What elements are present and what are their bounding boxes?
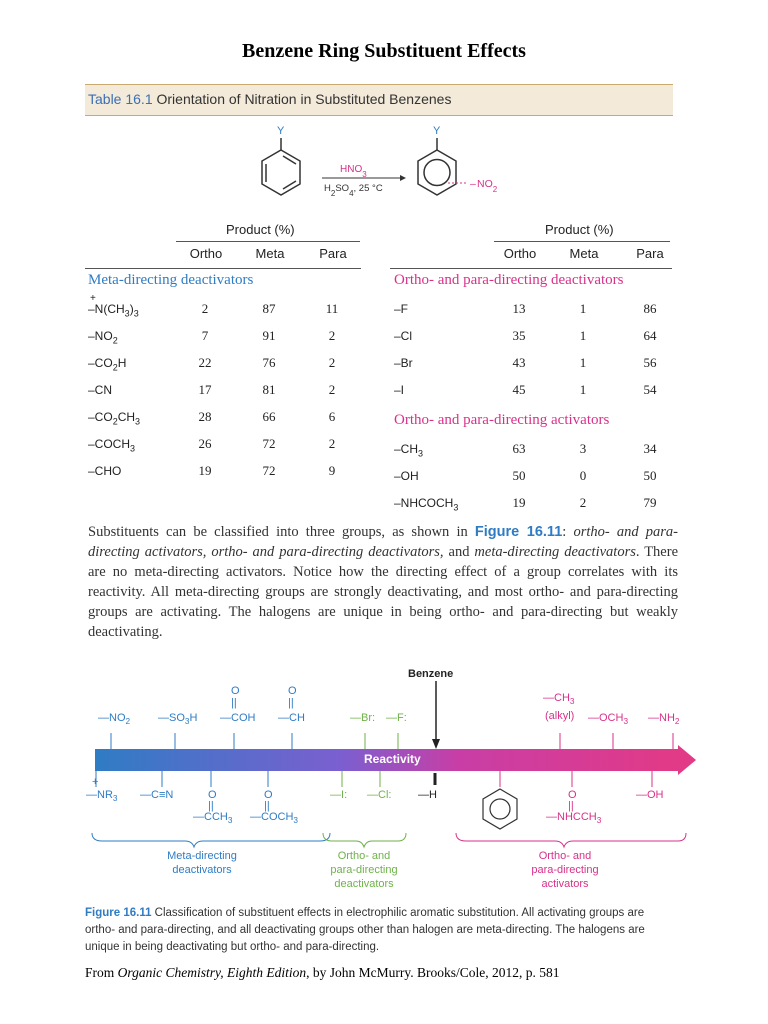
- left-column-header: Ortho: [189, 246, 223, 261]
- percent-ortho: 17: [198, 382, 212, 397]
- right-column-header: Ortho: [503, 246, 537, 261]
- percent-para: 50: [643, 468, 657, 483]
- percent-meta: 81: [262, 382, 276, 397]
- substituent-h: —H: [418, 789, 437, 801]
- percent-para: 2: [328, 436, 336, 451]
- figure-caption-label: Figure 16.11: [85, 907, 152, 919]
- percent-para: 54: [643, 382, 657, 397]
- table-title: [88, 91, 451, 107]
- percent-meta: 2: [579, 495, 587, 510]
- right-product-header: Product (%): [545, 222, 614, 237]
- meta-directing-deactivators-caption: Meta-directing deactivators: [167, 850, 237, 876]
- figure-caption: Figure 16.11 Classification of substituent effects in electrophilic aromatic substitution. All activating groups are ortho- and para-directing, and all deactivating groups other than halogen are meta-directing. The halogens are unique in being deactivating but ortho- and para-directing.: [85, 907, 645, 953]
- op-activators-caption: Ortho- and para-directing activators: [531, 850, 599, 890]
- benzene-label: Benzene: [408, 668, 454, 680]
- page-title: Benzene Ring Substituent Effects: [242, 40, 526, 62]
- toluene-ring: [483, 789, 517, 829]
- reagent-h2so4: $H_2SO_4$, 25 °C: [324, 183, 383, 198]
- left-product-header: Product (%): [226, 222, 295, 237]
- substituent-och3: $—OCH_3$: [588, 712, 629, 727]
- substituent-name: –Cl: [394, 329, 413, 343]
- right-column-header: Meta: [569, 246, 599, 261]
- percent-meta: 1: [579, 328, 587, 343]
- substituent-cho: —CH: [278, 712, 305, 724]
- substituent-cn: —C≡N: [140, 789, 174, 801]
- substituent-oh: —OH: [636, 789, 664, 801]
- substituent-cooh: —COH: [220, 712, 256, 724]
- substituent-name: $-NO_2$: [88, 329, 118, 346]
- percent-meta: 1: [579, 355, 587, 370]
- percent-para: 11: [325, 301, 339, 316]
- nitration-reaction-scheme: [0, 120, 768, 220]
- substituent-coch3-ketone: $—CCH_3$: [193, 811, 233, 826]
- substituent-nr3: $—NR_3$: [86, 789, 118, 804]
- substituent-so3h: $—SO_3H$: [158, 712, 198, 727]
- percent-meta: 87: [262, 301, 276, 316]
- percent-ortho: 19: [512, 495, 526, 510]
- percent-para: 79: [643, 495, 657, 510]
- substituent-no2: $—NO_2$: [98, 712, 131, 727]
- reagent-hno3: $HNO_3$: [340, 164, 367, 179]
- left-column-rule: [85, 268, 361, 269]
- substituent-name: $-CO_2CH_3$: [88, 410, 141, 427]
- substituent-name: –F: [394, 302, 409, 316]
- reactant-benzene: [262, 138, 300, 195]
- percent-para: 34: [643, 441, 657, 456]
- substituent-name: –Br: [394, 356, 413, 370]
- percent-meta: 72: [262, 463, 276, 478]
- reactivity-label: Reactivity: [364, 752, 421, 766]
- reactant-substituent: Y: [277, 125, 285, 137]
- percent-meta: 66: [262, 409, 276, 424]
- row-charge: +: [90, 293, 96, 304]
- left-column-header: Meta: [255, 246, 285, 261]
- percent-ortho: 26: [198, 436, 212, 451]
- percent-ortho: 63: [512, 441, 526, 456]
- substituent-nh2: $—NH_2$: [648, 712, 680, 727]
- left-header-rule: [176, 241, 360, 242]
- substituent-nhcoch3: $—NHCCH_3$: [546, 811, 602, 826]
- ammonium-charge: +: [92, 776, 99, 788]
- substituent-name: $-COCH_3$: [88, 437, 136, 454]
- substituent-name: $-N(CH_3)_3$: [88, 302, 139, 319]
- section-title: Meta-directing deactivators: [88, 272, 254, 288]
- percent-para: 86: [643, 301, 657, 316]
- source-citation: From Organic Chemistry, Eighth Edition, by John McMurry. Brooks/Cole, 2012, p. 581: [85, 965, 560, 980]
- percent-ortho: 22: [198, 355, 212, 370]
- alkyl-label: (alkyl): [545, 710, 575, 722]
- percent-ortho: 7: [201, 328, 209, 343]
- op-deactivators-caption: Ortho- and para-directing deactivators: [330, 850, 398, 890]
- substituent-cl: Cl: [378, 789, 389, 801]
- percent-meta: 0: [579, 468, 587, 483]
- substituent-br: Br: [361, 712, 372, 724]
- percent-ortho: 35: [512, 328, 526, 343]
- percent-meta: 76: [262, 355, 276, 370]
- substituent-name: –CN: [88, 383, 113, 397]
- product-substituent: Y: [433, 125, 441, 137]
- percent-meta: 1: [579, 382, 587, 397]
- percent-para: 2: [328, 382, 336, 397]
- percent-ortho: 45: [512, 382, 526, 397]
- body-paragraph: Substituents can be classified into three groups, as shown in Figure 16.11: ortho- and para-directing activators, ortho- and para-directing deactivators, and meta-directing deactivators. There are no meta-directing activators. Notice how the directing effect of a group correlates with its reactivity. All meta-directing groups are strongly deactivating, and most ortho- and para-directing groups are activating. The halogens are unique in being ortho- and para-directing but weakly deactivating.: [88, 524, 679, 640]
- percent-para: 9: [328, 463, 336, 478]
- substituent-co2ch3: $—COCH_3$: [250, 811, 298, 826]
- percent-para: 2: [328, 355, 336, 370]
- substituent-name: $-CO_2H$: [88, 356, 127, 373]
- left-column-header: Para: [319, 246, 347, 261]
- right-column-rule: [390, 268, 672, 269]
- percent-ortho: 2: [201, 301, 209, 316]
- substituent-f: F: [397, 712, 404, 724]
- percent-ortho: 43: [512, 355, 526, 370]
- percent-ortho: 28: [198, 409, 212, 424]
- reactivity-arrowhead: [678, 745, 696, 775]
- right-header-rule: [494, 241, 670, 242]
- product-nitro: $NO_2$: [477, 178, 498, 194]
- substituent-name: $-NHCOCH_3$: [394, 496, 459, 513]
- percent-para: 2: [328, 328, 336, 343]
- substituent-name: –OH: [394, 469, 419, 483]
- percent-meta: 3: [579, 441, 587, 456]
- percent-ortho: 50: [512, 468, 526, 483]
- figure-reference: Figure 16.11: [474, 524, 563, 540]
- right-column-header: Para: [636, 246, 664, 261]
- substituent-name: –I: [394, 383, 405, 397]
- percent-meta: 1: [579, 301, 587, 316]
- section-title: Ortho- and para-directing activators: [394, 412, 610, 428]
- substituent-i: I: [341, 789, 345, 801]
- substituent-name: $-CH_3$: [394, 442, 424, 459]
- substituent-reactivity-diagram: Benzene Reactivity O || O || $—NO_2$ $—SO_3H$ —COH —CH —Br: —F: $—CH_3$ (alkyl) $—OCH_3$ $—NH_2$ + $—NR_3$ —C≡N O || $—CCH_3$ O || $—COCH_3$ —I: —Cl: —H O || $—NHCCH_3$ —OH Meta-directing deactivators Ortho- and para-directing deactivators Ortho- and para-directing activators: [80, 665, 700, 905]
- table-title-text: Orientation of Nitration in Substituted Benzenes: [156, 91, 452, 107]
- percent-meta: 72: [262, 436, 276, 451]
- percent-para: 64: [643, 328, 657, 343]
- svg-text:–: –: [470, 178, 476, 190]
- substituent-name: –CHO: [88, 464, 122, 478]
- substituent-ch3: $—CH_3$: [543, 692, 575, 707]
- table-label: Table 16.1: [88, 91, 153, 107]
- percent-ortho: 13: [512, 301, 526, 316]
- percent-para: 6: [328, 409, 336, 424]
- percent-meta: 91: [262, 328, 276, 343]
- percent-para: 56: [643, 355, 657, 370]
- product-benzene: [418, 138, 456, 195]
- percent-ortho: 19: [198, 463, 212, 478]
- section-title: Ortho- and para-directing deactivators: [394, 272, 624, 288]
